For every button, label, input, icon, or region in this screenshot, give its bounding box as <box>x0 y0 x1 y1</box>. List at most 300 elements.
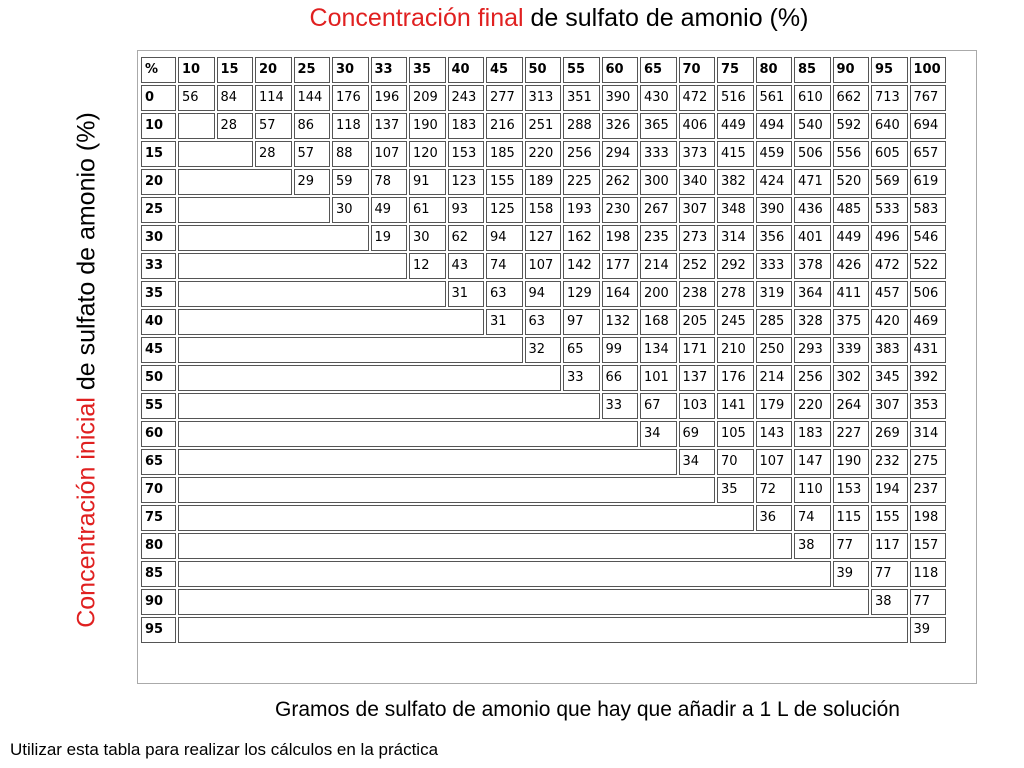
value-cell: 67 <box>640 393 677 419</box>
value-cell: 77 <box>833 533 870 559</box>
value-cell: 107 <box>525 253 562 279</box>
header-row <box>141 57 946 83</box>
value-cell: 176 <box>717 365 754 391</box>
value-cell: 328 <box>794 309 831 335</box>
row-header: 20 <box>141 169 176 195</box>
value-cell: 267 <box>640 197 677 223</box>
value-cell: 472 <box>871 253 908 279</box>
value-cell: 69 <box>679 421 716 447</box>
row-header: 75 <box>141 505 176 531</box>
value-cell: 406 <box>679 113 716 139</box>
column-header: 80 <box>756 57 793 83</box>
value-cell: 496 <box>871 225 908 251</box>
value-cell: 34 <box>679 449 716 475</box>
value-cell: 190 <box>833 449 870 475</box>
value-cell <box>178 113 215 139</box>
column-header: 15 <box>217 57 254 83</box>
value-cell: 382 <box>717 169 754 195</box>
table-row <box>141 533 946 559</box>
column-header: 85 <box>794 57 831 83</box>
value-cell: 319 <box>756 281 793 307</box>
table-row <box>141 141 946 167</box>
value-cell: 333 <box>640 141 677 167</box>
value-cell: 59 <box>332 169 369 195</box>
value-cell: 129 <box>563 281 600 307</box>
table-row <box>141 365 946 391</box>
value-cell: 373 <box>679 141 716 167</box>
value-cell: 103 <box>679 393 716 419</box>
value-cell: 39 <box>910 617 947 643</box>
value-cell: 227 <box>833 421 870 447</box>
value-cell: 209 <box>409 85 446 111</box>
row-header: 65 <box>141 449 176 475</box>
value-cell: 57 <box>294 141 331 167</box>
value-cell: 506 <box>910 281 947 307</box>
value-cell: 314 <box>910 421 947 447</box>
value-cell: 356 <box>756 225 793 251</box>
value-cell: 561 <box>756 85 793 111</box>
empty-span-cell <box>178 617 908 643</box>
ammonium-sulfate-table <box>137 50 977 684</box>
empty-span-cell <box>178 169 292 195</box>
value-cell: 294 <box>602 141 639 167</box>
value-cell: 277 <box>486 85 523 111</box>
value-cell: 125 <box>486 197 523 223</box>
column-header: 33 <box>371 57 408 83</box>
value-cell: 123 <box>448 169 485 195</box>
value-cell: 33 <box>563 365 600 391</box>
value-cell: 540 <box>794 113 831 139</box>
footnote: Utilizar esta tabla para realizar los cálculos en la práctica <box>10 740 439 759</box>
value-cell: 107 <box>756 449 793 475</box>
empty-span-cell <box>178 393 600 419</box>
row-header: 95 <box>141 617 176 643</box>
value-cell: 153 <box>833 477 870 503</box>
value-cell: 220 <box>794 393 831 419</box>
table-row <box>141 225 946 251</box>
value-cell: 472 <box>679 85 716 111</box>
value-cell: 293 <box>794 337 831 363</box>
value-cell: 183 <box>448 113 485 139</box>
value-cell: 61 <box>409 197 446 223</box>
table-row <box>141 589 946 615</box>
value-cell: 469 <box>910 309 947 335</box>
column-header: 25 <box>294 57 331 83</box>
value-cell: 694 <box>910 113 947 139</box>
value-cell: 65 <box>563 337 600 363</box>
value-cell: 592 <box>833 113 870 139</box>
title-rest: de sulfato de amonio (%) <box>523 4 809 32</box>
value-cell: 153 <box>448 141 485 167</box>
value-cell: 179 <box>756 393 793 419</box>
value-cell: 183 <box>794 421 831 447</box>
value-cell: 31 <box>486 309 523 335</box>
ylabel-highlight: Concentración inicial <box>72 397 101 628</box>
value-cell: 200 <box>640 281 677 307</box>
value-cell: 194 <box>871 477 908 503</box>
value-cell: 143 <box>756 421 793 447</box>
value-cell: 118 <box>910 561 947 587</box>
empty-span-cell <box>178 533 792 559</box>
empty-span-cell <box>178 253 407 279</box>
value-cell: 353 <box>910 393 947 419</box>
value-cell: 97 <box>563 309 600 335</box>
value-cell: 275 <box>910 449 947 475</box>
value-cell: 449 <box>833 225 870 251</box>
value-cell: 232 <box>871 449 908 475</box>
value-cell: 657 <box>910 141 947 167</box>
value-cell: 640 <box>871 113 908 139</box>
value-cell: 168 <box>640 309 677 335</box>
value-cell: 662 <box>833 85 870 111</box>
value-cell: 220 <box>525 141 562 167</box>
value-cell: 36 <box>756 505 793 531</box>
column-header: 70 <box>679 57 716 83</box>
value-cell: 340 <box>679 169 716 195</box>
value-cell: 30 <box>409 225 446 251</box>
value-cell: 142 <box>563 253 600 279</box>
value-cell: 63 <box>486 281 523 307</box>
value-cell: 38 <box>794 533 831 559</box>
value-cell: 214 <box>756 365 793 391</box>
value-cell: 583 <box>910 197 947 223</box>
empty-span-cell <box>178 337 523 363</box>
corner-cell: % <box>141 57 176 83</box>
column-header: 90 <box>833 57 870 83</box>
value-cell: 70 <box>717 449 754 475</box>
value-cell: 333 <box>756 253 793 279</box>
table-row <box>141 169 946 195</box>
value-cell: 196 <box>371 85 408 111</box>
value-cell: 449 <box>717 113 754 139</box>
title-highlight: Concentración final <box>309 4 524 32</box>
value-cell: 378 <box>794 253 831 279</box>
value-cell: 264 <box>833 393 870 419</box>
value-cell: 155 <box>871 505 908 531</box>
value-cell: 86 <box>294 113 331 139</box>
row-header: 33 <box>141 253 176 279</box>
value-cell: 84 <box>217 85 254 111</box>
value-cell: 494 <box>756 113 793 139</box>
value-cell: 177 <box>602 253 639 279</box>
value-cell: 237 <box>910 477 947 503</box>
data-grid <box>139 55 948 645</box>
row-header: 35 <box>141 281 176 307</box>
empty-span-cell <box>178 197 330 223</box>
empty-span-cell <box>178 505 754 531</box>
value-cell: 273 <box>679 225 716 251</box>
value-cell: 210 <box>717 337 754 363</box>
table-row <box>141 309 946 335</box>
value-cell: 619 <box>910 169 947 195</box>
value-cell: 164 <box>602 281 639 307</box>
value-cell: 339 <box>833 337 870 363</box>
row-header: 45 <box>141 337 176 363</box>
value-cell: 12 <box>409 253 446 279</box>
row-header: 80 <box>141 533 176 559</box>
value-cell: 256 <box>563 141 600 167</box>
value-cell: 31 <box>448 281 485 307</box>
value-cell: 216 <box>486 113 523 139</box>
value-cell: 190 <box>409 113 446 139</box>
table-row <box>141 617 946 643</box>
value-cell: 34 <box>640 421 677 447</box>
value-cell: 307 <box>679 197 716 223</box>
value-cell: 506 <box>794 141 831 167</box>
value-cell: 533 <box>871 197 908 223</box>
empty-span-cell <box>178 309 484 335</box>
table-row <box>141 85 946 111</box>
value-cell: 278 <box>717 281 754 307</box>
row-header: 70 <box>141 477 176 503</box>
row-header: 25 <box>141 197 176 223</box>
value-cell: 392 <box>910 365 947 391</box>
value-cell: 94 <box>525 281 562 307</box>
value-cell: 288 <box>563 113 600 139</box>
value-cell: 485 <box>833 197 870 223</box>
empty-span-cell <box>178 281 446 307</box>
value-cell: 307 <box>871 393 908 419</box>
empty-span-cell <box>178 589 869 615</box>
value-cell: 32 <box>525 337 562 363</box>
row-header: 85 <box>141 561 176 587</box>
value-cell: 345 <box>871 365 908 391</box>
value-cell: 141 <box>717 393 754 419</box>
value-cell: 411 <box>833 281 870 307</box>
value-cell: 243 <box>448 85 485 111</box>
value-cell: 313 <box>525 85 562 111</box>
column-header: 30 <box>332 57 369 83</box>
column-header: 55 <box>563 57 600 83</box>
value-cell: 326 <box>602 113 639 139</box>
value-cell: 114 <box>255 85 292 111</box>
empty-span-cell <box>178 141 253 167</box>
value-cell: 375 <box>833 309 870 335</box>
value-cell: 185 <box>486 141 523 167</box>
table-row <box>141 337 946 363</box>
value-cell: 56 <box>178 85 215 111</box>
value-cell: 251 <box>525 113 562 139</box>
value-cell: 436 <box>794 197 831 223</box>
value-cell: 137 <box>371 113 408 139</box>
value-cell: 118 <box>332 113 369 139</box>
value-cell: 157 <box>910 533 947 559</box>
value-cell: 401 <box>794 225 831 251</box>
value-cell: 28 <box>217 113 254 139</box>
value-cell: 250 <box>756 337 793 363</box>
value-cell: 351 <box>563 85 600 111</box>
empty-span-cell <box>178 421 638 447</box>
value-cell: 120 <box>409 141 446 167</box>
value-cell: 101 <box>640 365 677 391</box>
value-cell: 516 <box>717 85 754 111</box>
value-cell: 35 <box>717 477 754 503</box>
value-cell: 74 <box>794 505 831 531</box>
value-cell: 43 <box>448 253 485 279</box>
value-cell: 546 <box>910 225 947 251</box>
empty-span-cell <box>178 225 369 251</box>
value-cell: 78 <box>371 169 408 195</box>
value-cell: 235 <box>640 225 677 251</box>
row-header: 40 <box>141 309 176 335</box>
row-header: 30 <box>141 225 176 251</box>
row-header: 60 <box>141 421 176 447</box>
value-cell: 117 <box>871 533 908 559</box>
value-cell: 77 <box>910 589 947 615</box>
value-cell: 225 <box>563 169 600 195</box>
column-header: 75 <box>717 57 754 83</box>
column-header: 20 <box>255 57 292 83</box>
value-cell: 77 <box>871 561 908 587</box>
value-cell: 569 <box>871 169 908 195</box>
column-header: 60 <box>602 57 639 83</box>
table-row <box>141 393 946 419</box>
value-cell: 198 <box>602 225 639 251</box>
table-row <box>141 449 946 475</box>
value-cell: 137 <box>679 365 716 391</box>
value-cell: 522 <box>910 253 947 279</box>
value-cell: 30 <box>332 197 369 223</box>
value-cell: 420 <box>871 309 908 335</box>
value-cell: 252 <box>679 253 716 279</box>
table-row <box>141 197 946 223</box>
value-cell: 49 <box>371 197 408 223</box>
value-cell: 115 <box>833 505 870 531</box>
empty-span-cell <box>178 449 677 475</box>
value-cell: 262 <box>602 169 639 195</box>
value-cell: 93 <box>448 197 485 223</box>
value-cell: 426 <box>833 253 870 279</box>
value-cell: 520 <box>833 169 870 195</box>
table-row <box>141 113 946 139</box>
value-cell: 205 <box>679 309 716 335</box>
row-header: 90 <box>141 589 176 615</box>
value-cell: 127 <box>525 225 562 251</box>
value-cell: 99 <box>602 337 639 363</box>
value-cell: 63 <box>525 309 562 335</box>
value-cell: 238 <box>679 281 716 307</box>
value-cell: 348 <box>717 197 754 223</box>
value-cell: 767 <box>910 85 947 111</box>
value-cell: 107 <box>371 141 408 167</box>
value-cell: 230 <box>602 197 639 223</box>
column-header: 10 <box>178 57 215 83</box>
value-cell: 365 <box>640 113 677 139</box>
column-header: 40 <box>448 57 485 83</box>
page-title <box>0 4 1024 33</box>
value-cell: 72 <box>756 477 793 503</box>
value-cell: 94 <box>486 225 523 251</box>
empty-span-cell <box>178 365 561 391</box>
value-cell: 556 <box>833 141 870 167</box>
value-cell: 269 <box>871 421 908 447</box>
table-row <box>141 281 946 307</box>
value-cell: 390 <box>602 85 639 111</box>
value-cell: 300 <box>640 169 677 195</box>
value-cell: 431 <box>910 337 947 363</box>
value-cell: 29 <box>294 169 331 195</box>
empty-span-cell <box>178 561 831 587</box>
value-cell: 430 <box>640 85 677 111</box>
value-cell: 214 <box>640 253 677 279</box>
column-header: 100 <box>910 57 947 83</box>
value-cell: 471 <box>794 169 831 195</box>
value-cell: 390 <box>756 197 793 223</box>
value-cell: 66 <box>602 365 639 391</box>
value-cell: 91 <box>409 169 446 195</box>
table-row <box>141 477 946 503</box>
value-cell: 39 <box>833 561 870 587</box>
value-cell: 74 <box>486 253 523 279</box>
table-row <box>141 421 946 447</box>
value-cell: 256 <box>794 365 831 391</box>
value-cell: 28 <box>255 141 292 167</box>
column-header: 50 <box>525 57 562 83</box>
value-cell: 198 <box>910 505 947 531</box>
value-cell: 610 <box>794 85 831 111</box>
column-header: 35 <box>409 57 446 83</box>
table-row <box>141 561 946 587</box>
value-cell: 147 <box>794 449 831 475</box>
value-cell: 245 <box>717 309 754 335</box>
value-cell: 171 <box>679 337 716 363</box>
value-cell: 415 <box>717 141 754 167</box>
table-caption: Gramos de sulfato de amonio que hay que añadir a 1 L de solución <box>275 698 900 721</box>
value-cell: 105 <box>717 421 754 447</box>
value-cell: 144 <box>294 85 331 111</box>
value-cell: 459 <box>756 141 793 167</box>
value-cell: 193 <box>563 197 600 223</box>
column-header: 95 <box>871 57 908 83</box>
row-header: 0 <box>141 85 176 111</box>
value-cell: 713 <box>871 85 908 111</box>
column-header: 45 <box>486 57 523 83</box>
value-cell: 155 <box>486 169 523 195</box>
value-cell: 162 <box>563 225 600 251</box>
ylabel-rest: de sulfato de amonio (%) <box>72 112 101 398</box>
value-cell: 19 <box>371 225 408 251</box>
value-cell: 285 <box>756 309 793 335</box>
value-cell: 158 <box>525 197 562 223</box>
empty-span-cell <box>178 477 715 503</box>
value-cell: 38 <box>871 589 908 615</box>
value-cell: 302 <box>833 365 870 391</box>
value-cell: 33 <box>602 393 639 419</box>
value-cell: 189 <box>525 169 562 195</box>
value-cell: 132 <box>602 309 639 335</box>
value-cell: 383 <box>871 337 908 363</box>
row-header: 10 <box>141 113 176 139</box>
value-cell: 110 <box>794 477 831 503</box>
value-cell: 57 <box>255 113 292 139</box>
value-cell: 88 <box>332 141 369 167</box>
value-cell: 176 <box>332 85 369 111</box>
value-cell: 457 <box>871 281 908 307</box>
value-cell: 364 <box>794 281 831 307</box>
table-row <box>141 253 946 279</box>
row-header: 55 <box>141 393 176 419</box>
value-cell: 134 <box>640 337 677 363</box>
row-header: 15 <box>141 141 176 167</box>
value-cell: 314 <box>717 225 754 251</box>
value-cell: 62 <box>448 225 485 251</box>
row-header: 50 <box>141 365 176 391</box>
value-cell: 605 <box>871 141 908 167</box>
table-row <box>141 505 946 531</box>
y-axis-label <box>73 112 102 628</box>
value-cell: 424 <box>756 169 793 195</box>
column-header: 65 <box>640 57 677 83</box>
